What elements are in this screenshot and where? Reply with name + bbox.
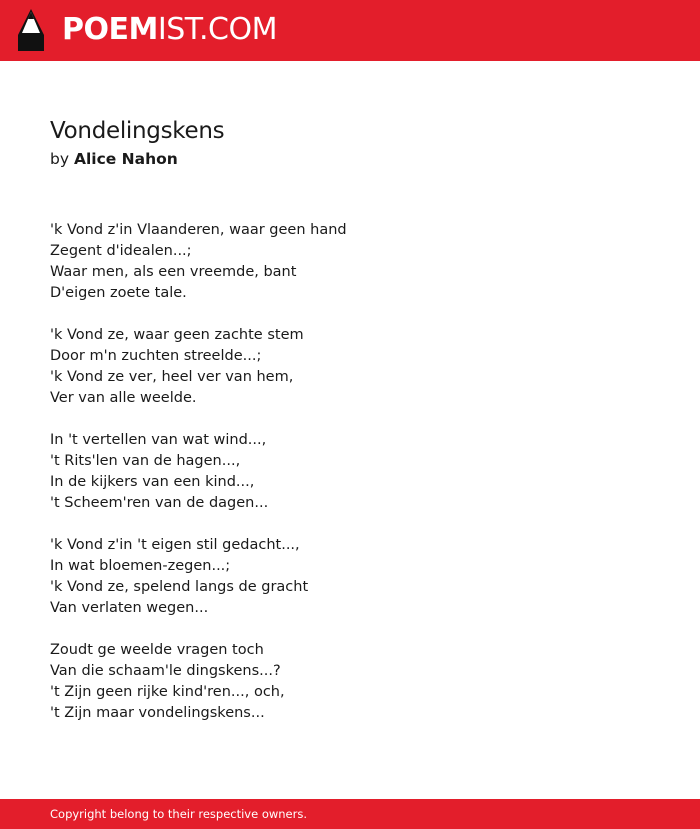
poem-line: 'k Vond z'in 't eigen stil gedacht..., xyxy=(50,537,300,553)
poem-line: Ver van alle weelde. xyxy=(50,390,197,406)
logo-light-text: IST.COM xyxy=(157,12,277,47)
site-logo[interactable] xyxy=(62,12,277,48)
logo-bold-text: POEM xyxy=(62,12,158,47)
pencil-icon[interactable] xyxy=(18,9,44,51)
poem-line: Zoudt ge weelde vragen toch xyxy=(50,642,264,658)
site-header xyxy=(0,0,700,61)
poem-line: 'k Vond ze, waar geen zachte stem xyxy=(50,327,304,343)
poem-stanza xyxy=(50,535,650,619)
poem-line: Van die schaam'le dingskens...? xyxy=(50,663,281,679)
poem-line: 't Zijn geen rijke kind'ren..., och, xyxy=(50,684,285,700)
poem-line: 't Scheem'ren van de dagen... xyxy=(50,495,269,511)
poem-line: In de kijkers van een kind..., xyxy=(50,474,255,490)
poem-line: 't Rits'len van de hagen..., xyxy=(50,453,241,469)
poem-byline xyxy=(50,148,650,170)
copyright-notice: Copyright belong to their respective owners. xyxy=(50,807,308,821)
poem-line: 't Zijn maar vondelingskens... xyxy=(50,705,265,721)
poem-line: In wat bloemen-zegen...; xyxy=(50,558,231,574)
site-footer xyxy=(0,799,700,829)
poem-line: Zegent d'idealen...; xyxy=(50,243,192,259)
poem-body xyxy=(50,220,650,724)
poem-line: In 't vertellen van wat wind..., xyxy=(50,432,267,448)
poem-stanza xyxy=(50,325,650,409)
poem-line: Van verlaten wegen... xyxy=(50,600,209,616)
poem-stanza xyxy=(50,640,650,724)
poem-title: Vondelingskens xyxy=(50,118,225,144)
poem-line: Waar men, als een vreemde, bant xyxy=(50,264,297,280)
poem-line: D'eigen zoete tale. xyxy=(50,285,187,301)
poem-line: 'k Vond ze ver, heel ver van hem, xyxy=(50,369,294,385)
poem-line: Door m'n zuchten streelde...; xyxy=(50,348,262,364)
poem-line: 'k Vond z'in Vlaanderen, waar geen hand xyxy=(50,222,347,238)
poem-stanza xyxy=(50,430,650,514)
poem-stanza xyxy=(50,220,650,304)
poem-line: 'k Vond ze, spelend langs de gracht xyxy=(50,579,309,595)
poem-content xyxy=(50,114,650,745)
by-label: by xyxy=(50,150,70,168)
poem-author: Alice Nahon xyxy=(73,150,178,168)
